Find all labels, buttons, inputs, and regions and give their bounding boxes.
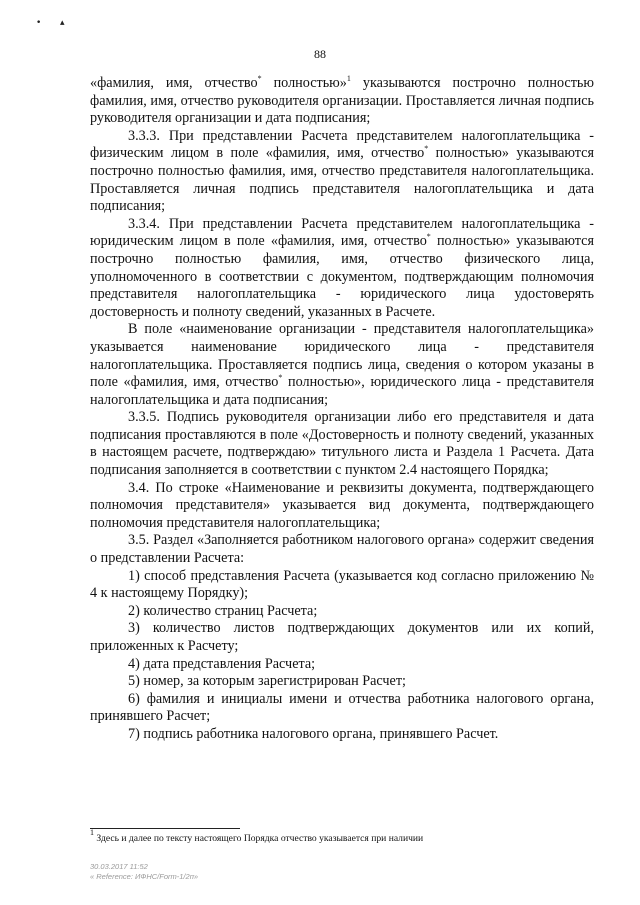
list-item: 3) количество листов подтверждающих документов или их копий, приложенных к Расчету; <box>90 620 594 654</box>
list-item: 7) подпись работника налогового органа, принявшего Расчет. <box>128 725 499 742</box>
asterisk-mark: * <box>257 74 262 83</box>
document-body <box>90 75 594 744</box>
paragraph-3-3-4: 3.3.4. При представлении Расчета представителем налогоплательщика - юридическим лицом в поле «фамилия, имя, отчество* полностью» указываются построчно полностью фамилия, имя, отчество физического лица, уполномоченного в соответствии с документом, подтверждающим полномочия представителя налогоплательщика - юридического лица удостоверять достоверность и полноту сведений, указанных в Расчете. <box>90 215 594 320</box>
footnote <box>90 828 590 845</box>
footnote-text: Здесь и далее по тексту настоящего Порядка отчество указывается при наличии <box>94 833 424 844</box>
list-item: 4) дата представления Расчета; <box>128 655 316 672</box>
scan-stamp <box>90 862 198 882</box>
paragraph-3-3-3: 3.3.3. При представлении Расчета представителем налогоплательщика - физическим лицом в поле «фамилия, имя, отчество* полностью» указываются построчно полностью фамилия, имя, отчество представителя налогоплательщика. Проставляется личная подпись представителя налогоплательщика и дата подписания; <box>90 127 594 215</box>
paragraph-3-5: 3.5. Раздел «Заполняется работником налогового органа» содержит сведения о представлении Расчета: <box>90 532 594 567</box>
list-item: 1) способ представления Расчета (указывается код согласно приложению № 4 к настоящему Порядку); <box>90 567 594 602</box>
paragraph-org-name: В поле «наименование организации - представителя налогоплательщика» указывается наименование юридического лица - представителя налогоплательщика. Проставляется подпись лица, сведения о котором указаны в поле «фамилия, имя, отчество* полностью», юридического лица - представителя налогоплательщика и дата подписания; <box>90 321 594 408</box>
asterisk-mark: * <box>426 232 431 242</box>
paragraph-fio-head: «фамилия, имя, отчество* полностью»$^1$ указываются построчно полностью фамилия, имя, отчество руководителя организации. Проставляется личная подпись руководителя организации и дата подписания; <box>90 74 594 127</box>
footnote-divider <box>90 828 240 829</box>
paragraph-3-4: 3.4. По строке «Наименование и реквизиты документа, подтверждающего полномочия представителя» указывается вид документа, подтверждающего полномочия представителя налогоплательщика; <box>90 479 594 531</box>
footnote-ref: 1 <box>346 74 351 83</box>
list-item: 5) номер, за которым зарегистрирован Расчет; <box>128 673 406 690</box>
page-number: 88 <box>314 47 326 61</box>
footnote-marker: 1 <box>90 828 94 837</box>
asterisk-mark: * <box>424 144 429 154</box>
paragraph-3-3-5: 3.3.5. Подпись руководителя организации либо его представителя и дата подписания проставляются в поле «Достоверность и полноту сведений, указанных в настоящем расчете, подтверждаю» титульного листа и Раздела 1 Расчета. Дата подписания заполняется в соответствии с пунктом 2.4 настоящего Порядка; <box>90 409 594 479</box>
asterisk-mark: * <box>278 373 283 383</box>
stamp-line-2: « Reference: ИФНС/Form-1/2п» <box>90 872 198 881</box>
corner-mark-right: ▴ <box>60 18 65 28</box>
list-item: 2) количество страниц Расчета; <box>128 602 318 619</box>
corner-mark-left: • <box>36 18 42 28</box>
stamp-line-1: 30.03.2017 11:52 <box>90 862 148 871</box>
list-item: 6) фамилия и инициалы имени и отчества работника налогового органа, принявшего Расчет; <box>90 690 594 725</box>
